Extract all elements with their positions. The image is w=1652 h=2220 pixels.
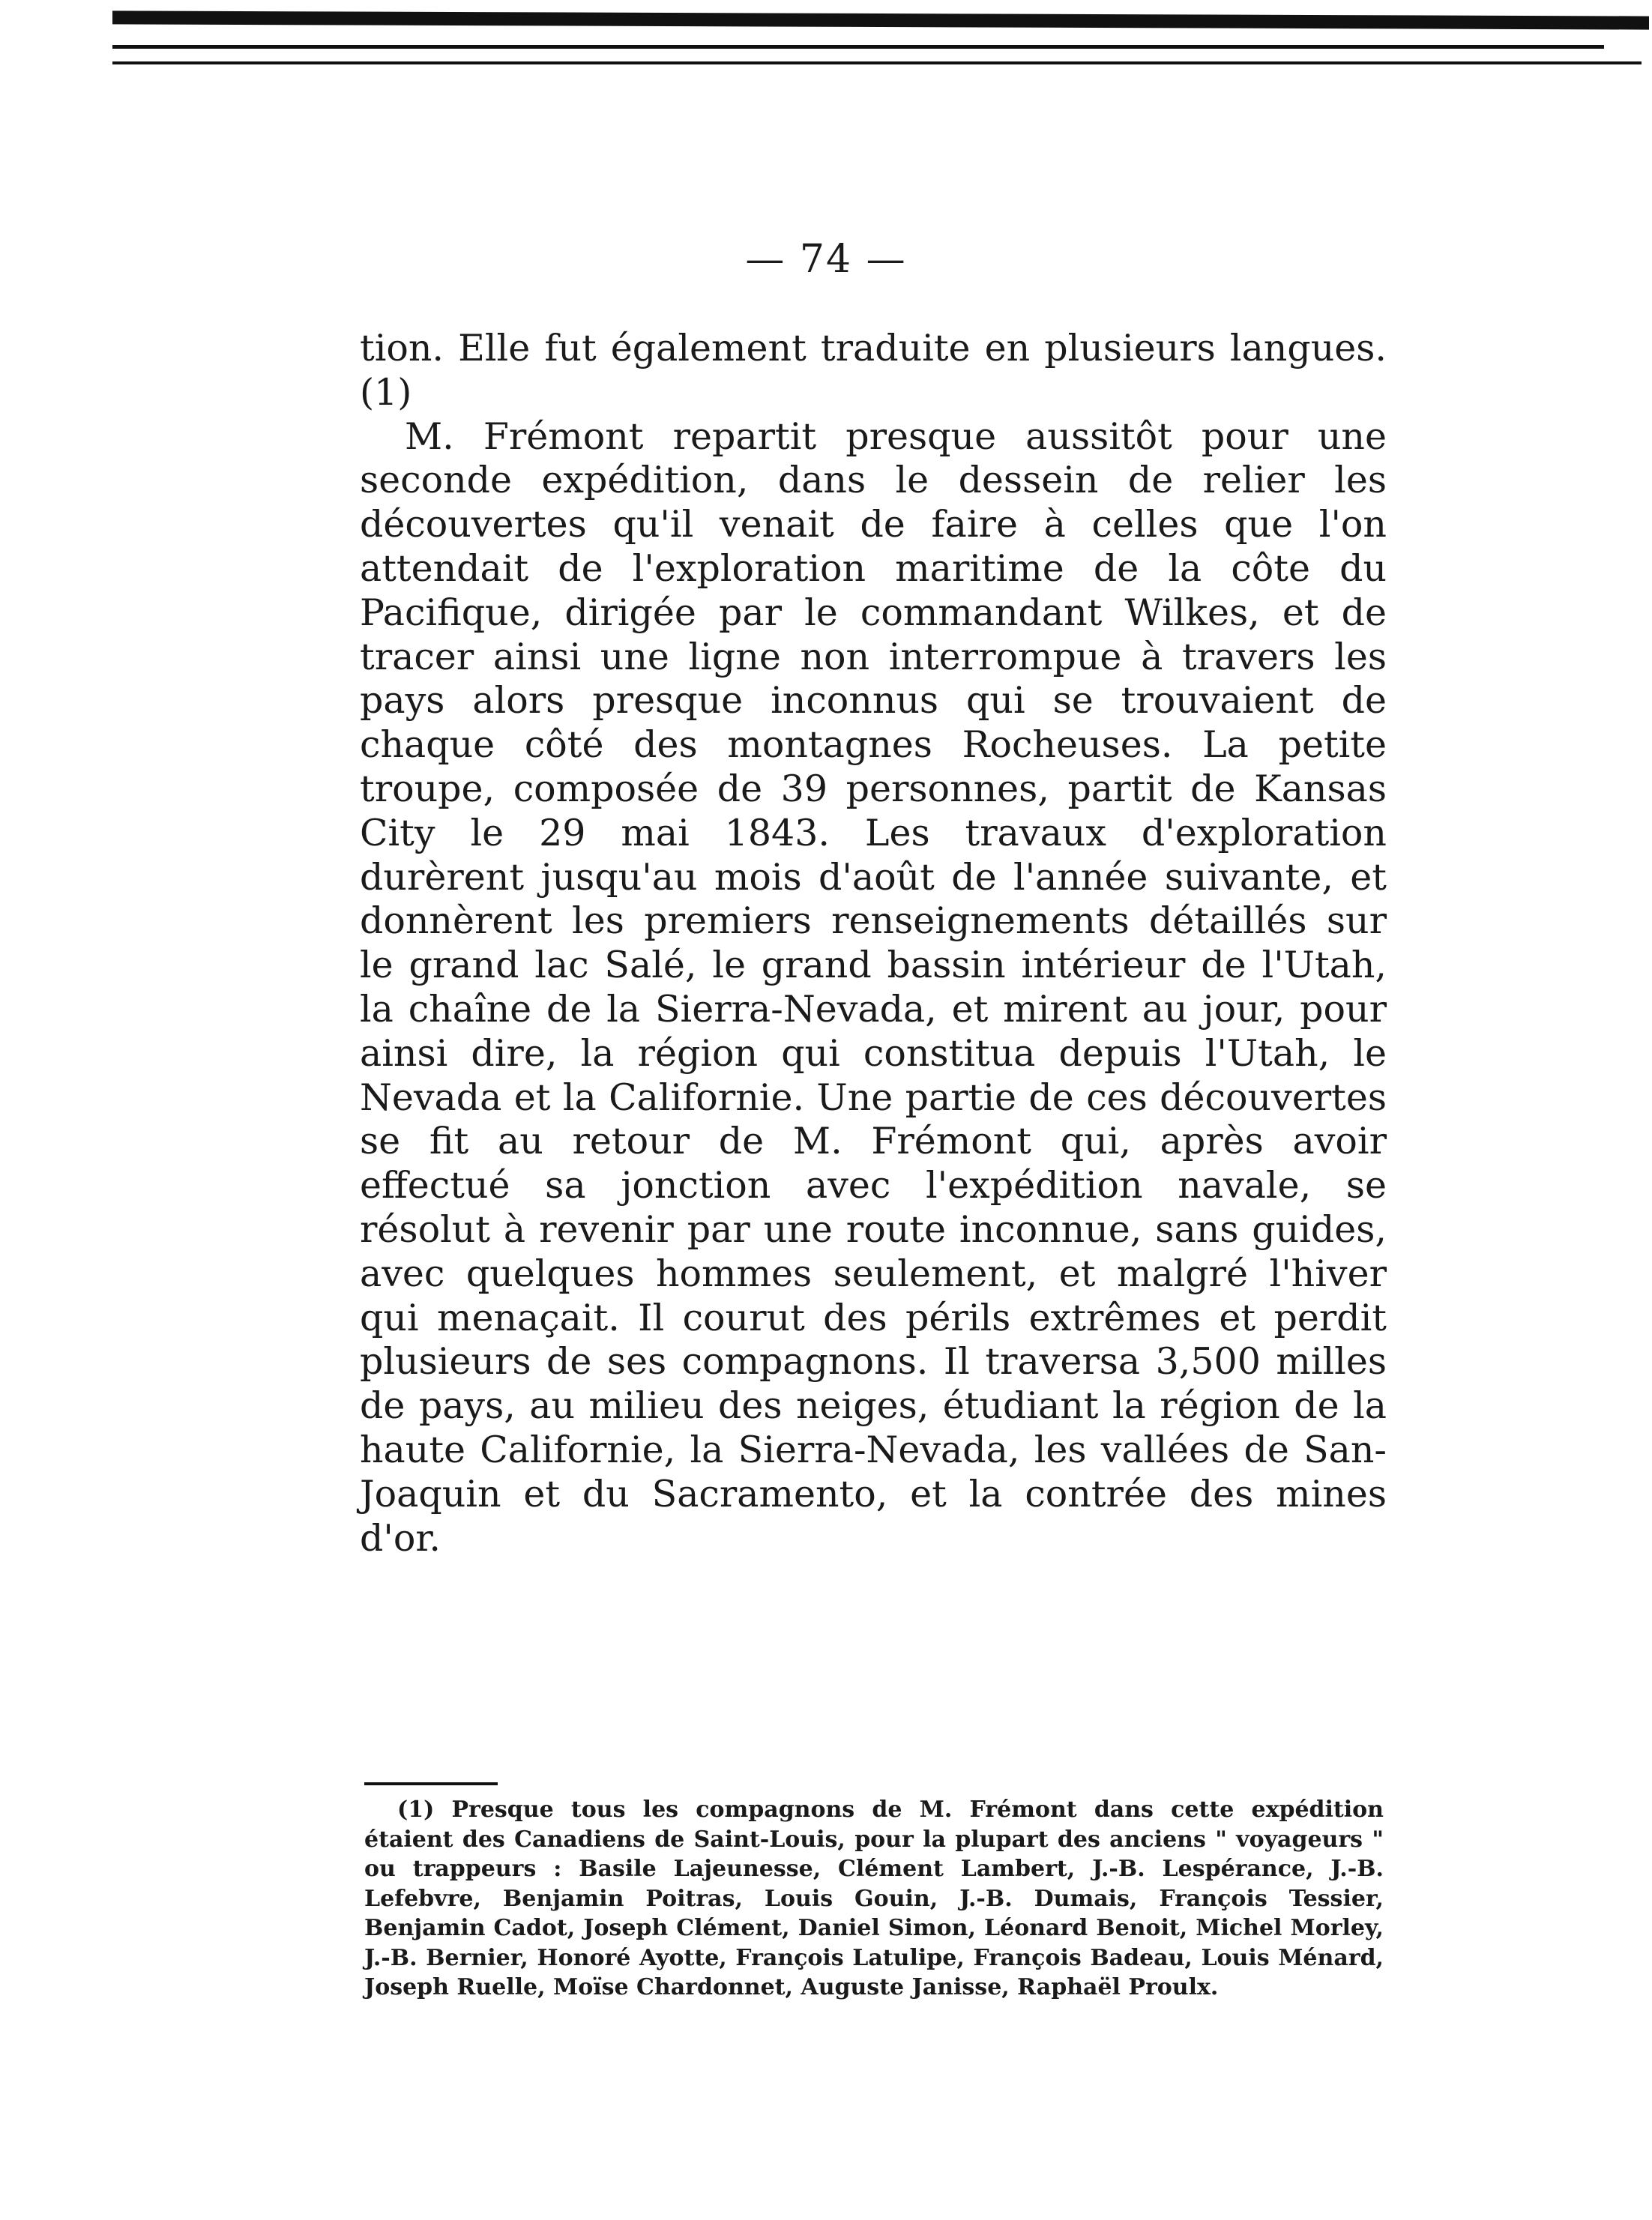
footnote [364, 1795, 1384, 2003]
header-rule-thin [112, 45, 1604, 49]
paragraph-second-expedition: M. Frémont repartit presque aussitôt pour une seconde expédition, dans le dessein de relier les découvertes qu'il venait de faire à celles que l'on attendait de l'exploration maritime de la côte du Pacifique, dirigée par le commandant Wilkes, et de tracer ainsi une ligne non interrompue à travers les pays alors presque inconnus qui se trouvaient de chaque côté des montagnes Rocheuses. La petite troupe, composée de 39 personnes, partit de Kansas City le 29 mai 1843. Les travaux d'exploration durèrent jusqu'au mois d'août de l'année suivante, et donnèrent les premiers renseignements détaillés sur le grand lac Salé, le grand bassin intérieur de l'Utah, la chaîne de la Sierra-Nevada, et mirent au jour, pour ainsi dire, la région qui constitua depuis l'Utah, le Nevada et la Californie. Une partie de ces découvertes se fit au retour de M. Frémont qui, après avoir effectué sa jonction avec l'expédition navale, se résolut à revenir par une route inconnue, sans guides, avec quelques hommes seulement, et malgré l'hiver qui menaçait. Il courut des périls extrêmes et perdit plusieurs de ses compagnons. Il traversa 3,500 milles de pays, au milieu des neiges, étudiant la région de la haute Californie, la Sierra-Nevada, les vallées de San-Joaquin et du Sacramento, et la contrée des mines d'or. [360, 414, 1387, 1560]
paragraph-continued: tion. Elle fut également traduite en plusieurs langues. (1) [360, 327, 1387, 414]
header-rule-thin-lower [112, 61, 1642, 64]
footnote-text: (1) Presque tous les compagnons de M. Frémont dans cette expédition étaient des Canadiens de Saint-Louis, pour la plupart des anciens " voyageurs " ou trappeurs : Basile Lajeunesse, Clément Lambert, J.-B. Lespérance, J.-B. Lefebvre, Benjamin Poitras, Louis Gouin, J.-B. Dumais, François Tessier, Benjamin Cadot, Joseph Clément, Daniel Simon, Léonard Benoit, Michel Morley, J.-B. Bernier, Honoré Ayotte, François Latulipe, François Badeau, Louis Ménard, Joseph Ruelle, Moïse Chardonnet, Auguste Janisse, Raphaël Proulx. [364, 1797, 1384, 2000]
body-text [360, 327, 1387, 1560]
page-number: — 74 — [745, 237, 907, 282]
header-rule-thick [112, 10, 1649, 29]
footnote-separator [364, 1782, 498, 1785]
